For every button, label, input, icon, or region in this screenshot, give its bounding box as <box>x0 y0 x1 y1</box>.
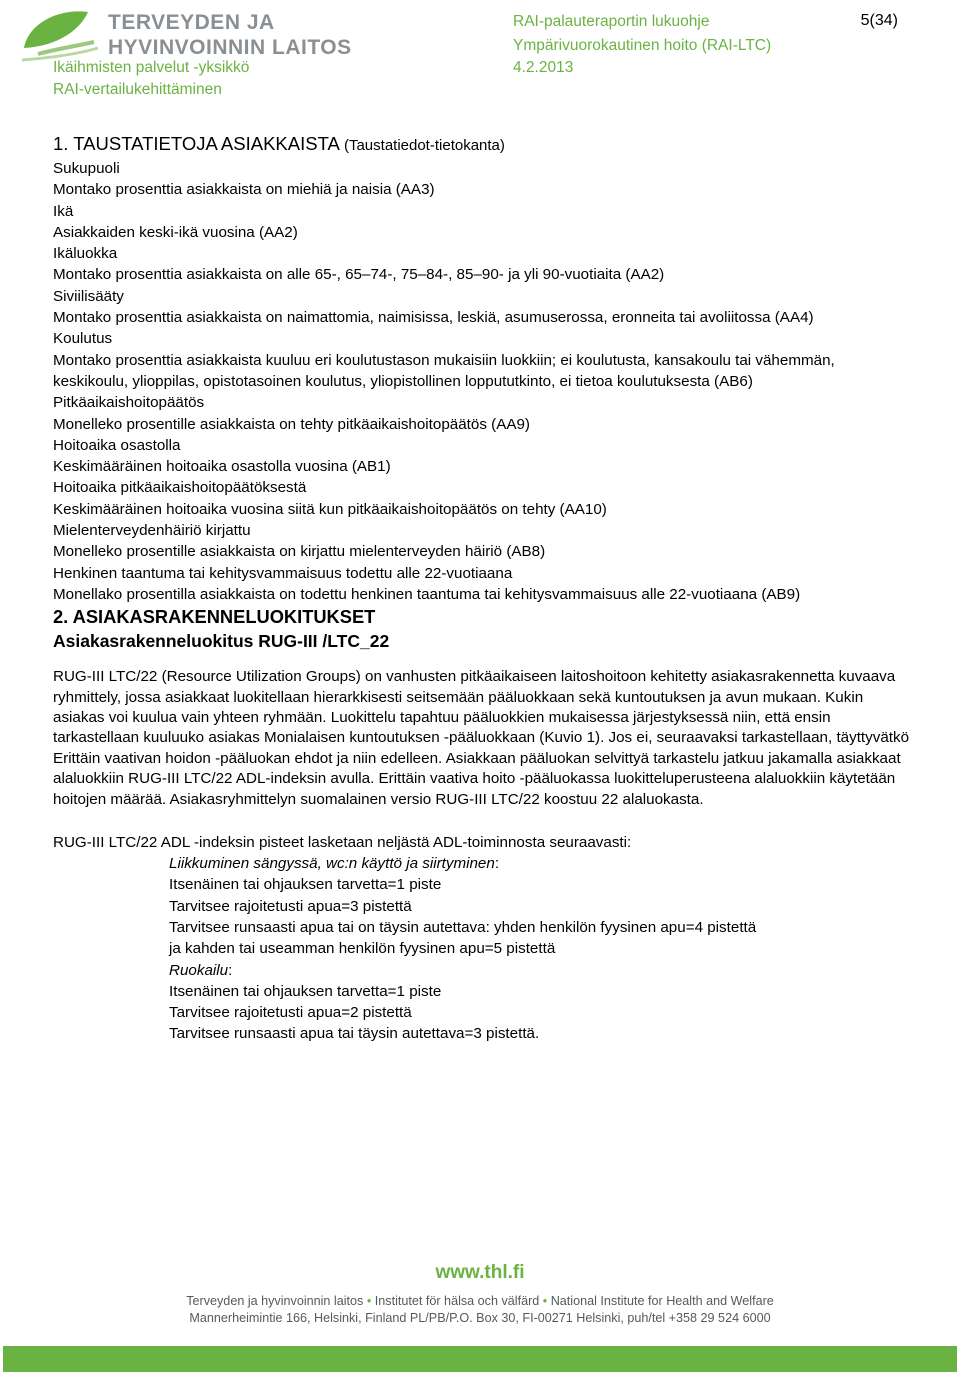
adl-mobility-title: Liikkuminen sängyssä, wc:n käyttö ja siirtyminen: <box>169 855 500 873</box>
section1-title-sub: (Taustatiedot-tietokanta) <box>343 137 505 154</box>
section1-line: Montako prosenttia asiakkaista on naimattomia, naimisissa, leskiä, asumuserossa, eronneita tai avoliitossa (AA4) <box>53 309 814 327</box>
adl-eating-item: Itsenäinen tai ohjauksen tarvetta=1 piste <box>169 982 442 1000</box>
section1-heading <box>53 132 913 158</box>
section1-line: Montako prosenttia asiakkaista on alle 65-, 65–74-, 75–84-, 85–90- ja yli 90-vuotiaita (AA2) <box>53 266 665 284</box>
section1-line: Ikä <box>53 202 74 220</box>
footer-org-names <box>0 1294 960 1308</box>
footer-address: Mannerheimintie 166, Helsinki, Finland PL/PB/P.O. Box 30, FI-00271 Helsinki, puh/tel +358 29 524 6000 <box>189 1311 771 1325</box>
header-doc-title: RAI-palauteraportin lukuohje <box>513 13 710 30</box>
section1-line: Monelleko prosentille asiakkaista on tehty pitkäaikaishoitopäätös (AA9) <box>53 415 530 433</box>
header-doc-subtitle: Ympärivuorokautinen hoito (RAI-LTC) <box>513 37 772 54</box>
header-unit: Ikäihmisten palvelut -yksikkö <box>53 59 250 76</box>
section1-line: Mielenterveydenhäiriö kirjattu <box>53 522 251 540</box>
bullet-icon: • <box>542 1294 548 1308</box>
section1-line: Hoitoaika pitkäaikaishoitopäätöksestä <box>53 479 307 497</box>
section1-line: Keskimääräinen hoitoaika osastolla vuosina (AB1) <box>53 458 391 476</box>
section1-line: Sukupuoli <box>53 160 120 177</box>
section2-paragraph1: RUG-III LTC/22 (Resource Utilization Groups) on vanhusten pitkäaikaiseen laitoshoitoon kehitetty asiakasrakennetta kuvaava ryhmittely, jossa asiakkaat luokitellaan hierarkkisesti seitsemään pääluokkaan sekä kuntoutuksen ja avun mukaan. Kukin asiakas voi kuulua vain yhteen ryhmään. Luokittelu tapahtuu pääluokkien mukaisessa järjestyksessä niin, että ensin tarkastellaan kuuluuko asiakas Monialaisen kuntoutuksen -pääluokkaan (Kuvio 1). Jos ei, seuraavaksi tarkastellaan, täyttyvätkö Erittäin vaativan hoidon -pääluokan ehdot ja niin edelleen. Asiakkaan pääluokan selvittyä tarkastelu jatkuu jakamalla asiakkaat alaluokkiin RUG-III LTC/22 ADL-indeksin avulla. Erittäin vaativa hoito -pääluokassa luokitteluperusteena alaluokkiin käytetään hoitojen määrää. Asiakasryhmittelyn suomalainen versio RUG-III LTC/22 koostuu 22 alaluokasta. <box>53 668 910 808</box>
logo-text-line2: HYVINVOINNIN LAITOS <box>108 36 352 59</box>
adl-eating-title: Ruokailu: <box>169 961 233 979</box>
adl-eating-item: Tarvitsee runsaasti apua tai täysin autettava=3 pistettä. <box>169 1025 540 1043</box>
section1-title: 1. TAUSTATIETOJA ASIAKKAISTA <box>53 133 339 154</box>
thl-logo <box>18 2 368 64</box>
section1-line: Henkinen taantuma tai kehitysvammaisuus todettu alle 22-vuotiaana <box>53 564 513 582</box>
page-number: 5(34) <box>860 12 898 29</box>
logo-leaf-icon <box>18 2 108 64</box>
section1-line: Keskimääräinen hoitoaika vuosina siitä kun pitkäaikaishoitopäätös on tehty (AA10) <box>53 500 607 518</box>
section1-line: Asiakkaiden keski-ikä vuosina (AA2) <box>53 223 298 241</box>
adl-mobility-item: Tarvitsee runsaasti apua tai on täysin autettava: yhden henkilön fyysinen apu=4 pistettä <box>169 918 757 936</box>
adl-mobility-item: Itsenäinen tai ohjauksen tarvetta=1 piste <box>169 876 442 894</box>
section2-heading: 2. ASIAKASRAKENNELUOKITUKSET <box>53 606 376 628</box>
footer-org-sv: Institutet för hälsa och välfärd <box>374 1294 540 1308</box>
header-subunit: RAI-vertailukehittäminen <box>53 81 222 98</box>
adl-mobility-item: Tarvitsee rajoitetusti apua=3 pistettä <box>169 897 412 915</box>
footer-url[interactable]: www.thl.fi <box>435 1262 525 1283</box>
section1-line: Ikäluokka <box>53 245 118 263</box>
section2-paragraph2: RUG-III LTC/22 ADL -indeksin pisteet lasketaan neljästä ADL-toiminnosta seuraavasti: <box>53 834 632 852</box>
logo-text-line1: TERVEYDEN JA <box>108 11 275 34</box>
section1-line: Monellako prosentilla asiakkaista on todettu henkinen taantuma tai kehitysvammaisuus alle 22-vuotiaana (AB9) <box>53 585 801 603</box>
bullet-icon: • <box>366 1294 372 1308</box>
section1-list <box>53 158 913 605</box>
adl-mobility-item: ja kahden tai useamman henkilön fyysinen apu=5 pistettä <box>169 940 556 958</box>
section2-subheading: Asiakasrakenneluokitus RUG-III /LTC_22 <box>53 631 390 652</box>
section1-line: Monelleko prosentille asiakkaista on kirjattu mielenterveyden häiriö (AB8) <box>53 543 546 561</box>
section1-line: Pitkäaikaishoitopäätös <box>53 394 205 412</box>
adl-eating-item: Tarvitsee rajoitetusti apua=2 pistettä <box>169 1004 412 1022</box>
section1-line: Siviilisääty <box>53 287 124 305</box>
adl-scoring-list <box>53 853 913 1045</box>
footer-org-en: National Institute for Health and Welfare <box>550 1294 774 1308</box>
header-date: 4.2.2013 <box>513 59 574 76</box>
footer-green-bar <box>3 1346 957 1372</box>
section1-line: Montako prosenttia asiakkaista on miehiä ja naisia (AA3) <box>53 181 435 199</box>
section1-line: Hoitoaika osastolla <box>53 436 181 454</box>
document-body <box>53 132 913 1045</box>
section1-line: Koulutus <box>53 330 113 348</box>
footer-org-fi: Terveyden ja hyvinvoinnin laitos <box>186 1294 364 1308</box>
section1-line: Montako prosenttia asiakkaista kuuluu eri koulutustason mukaisiin luokkiin; ei koulutusta, kansakoulu tai vähemmän, keskikoulu, ylioppilas, opistotasoinen koulutus, yliopistollinen loppututkinto, ei tietoa koulutuksesta (AB6) <box>53 351 835 390</box>
